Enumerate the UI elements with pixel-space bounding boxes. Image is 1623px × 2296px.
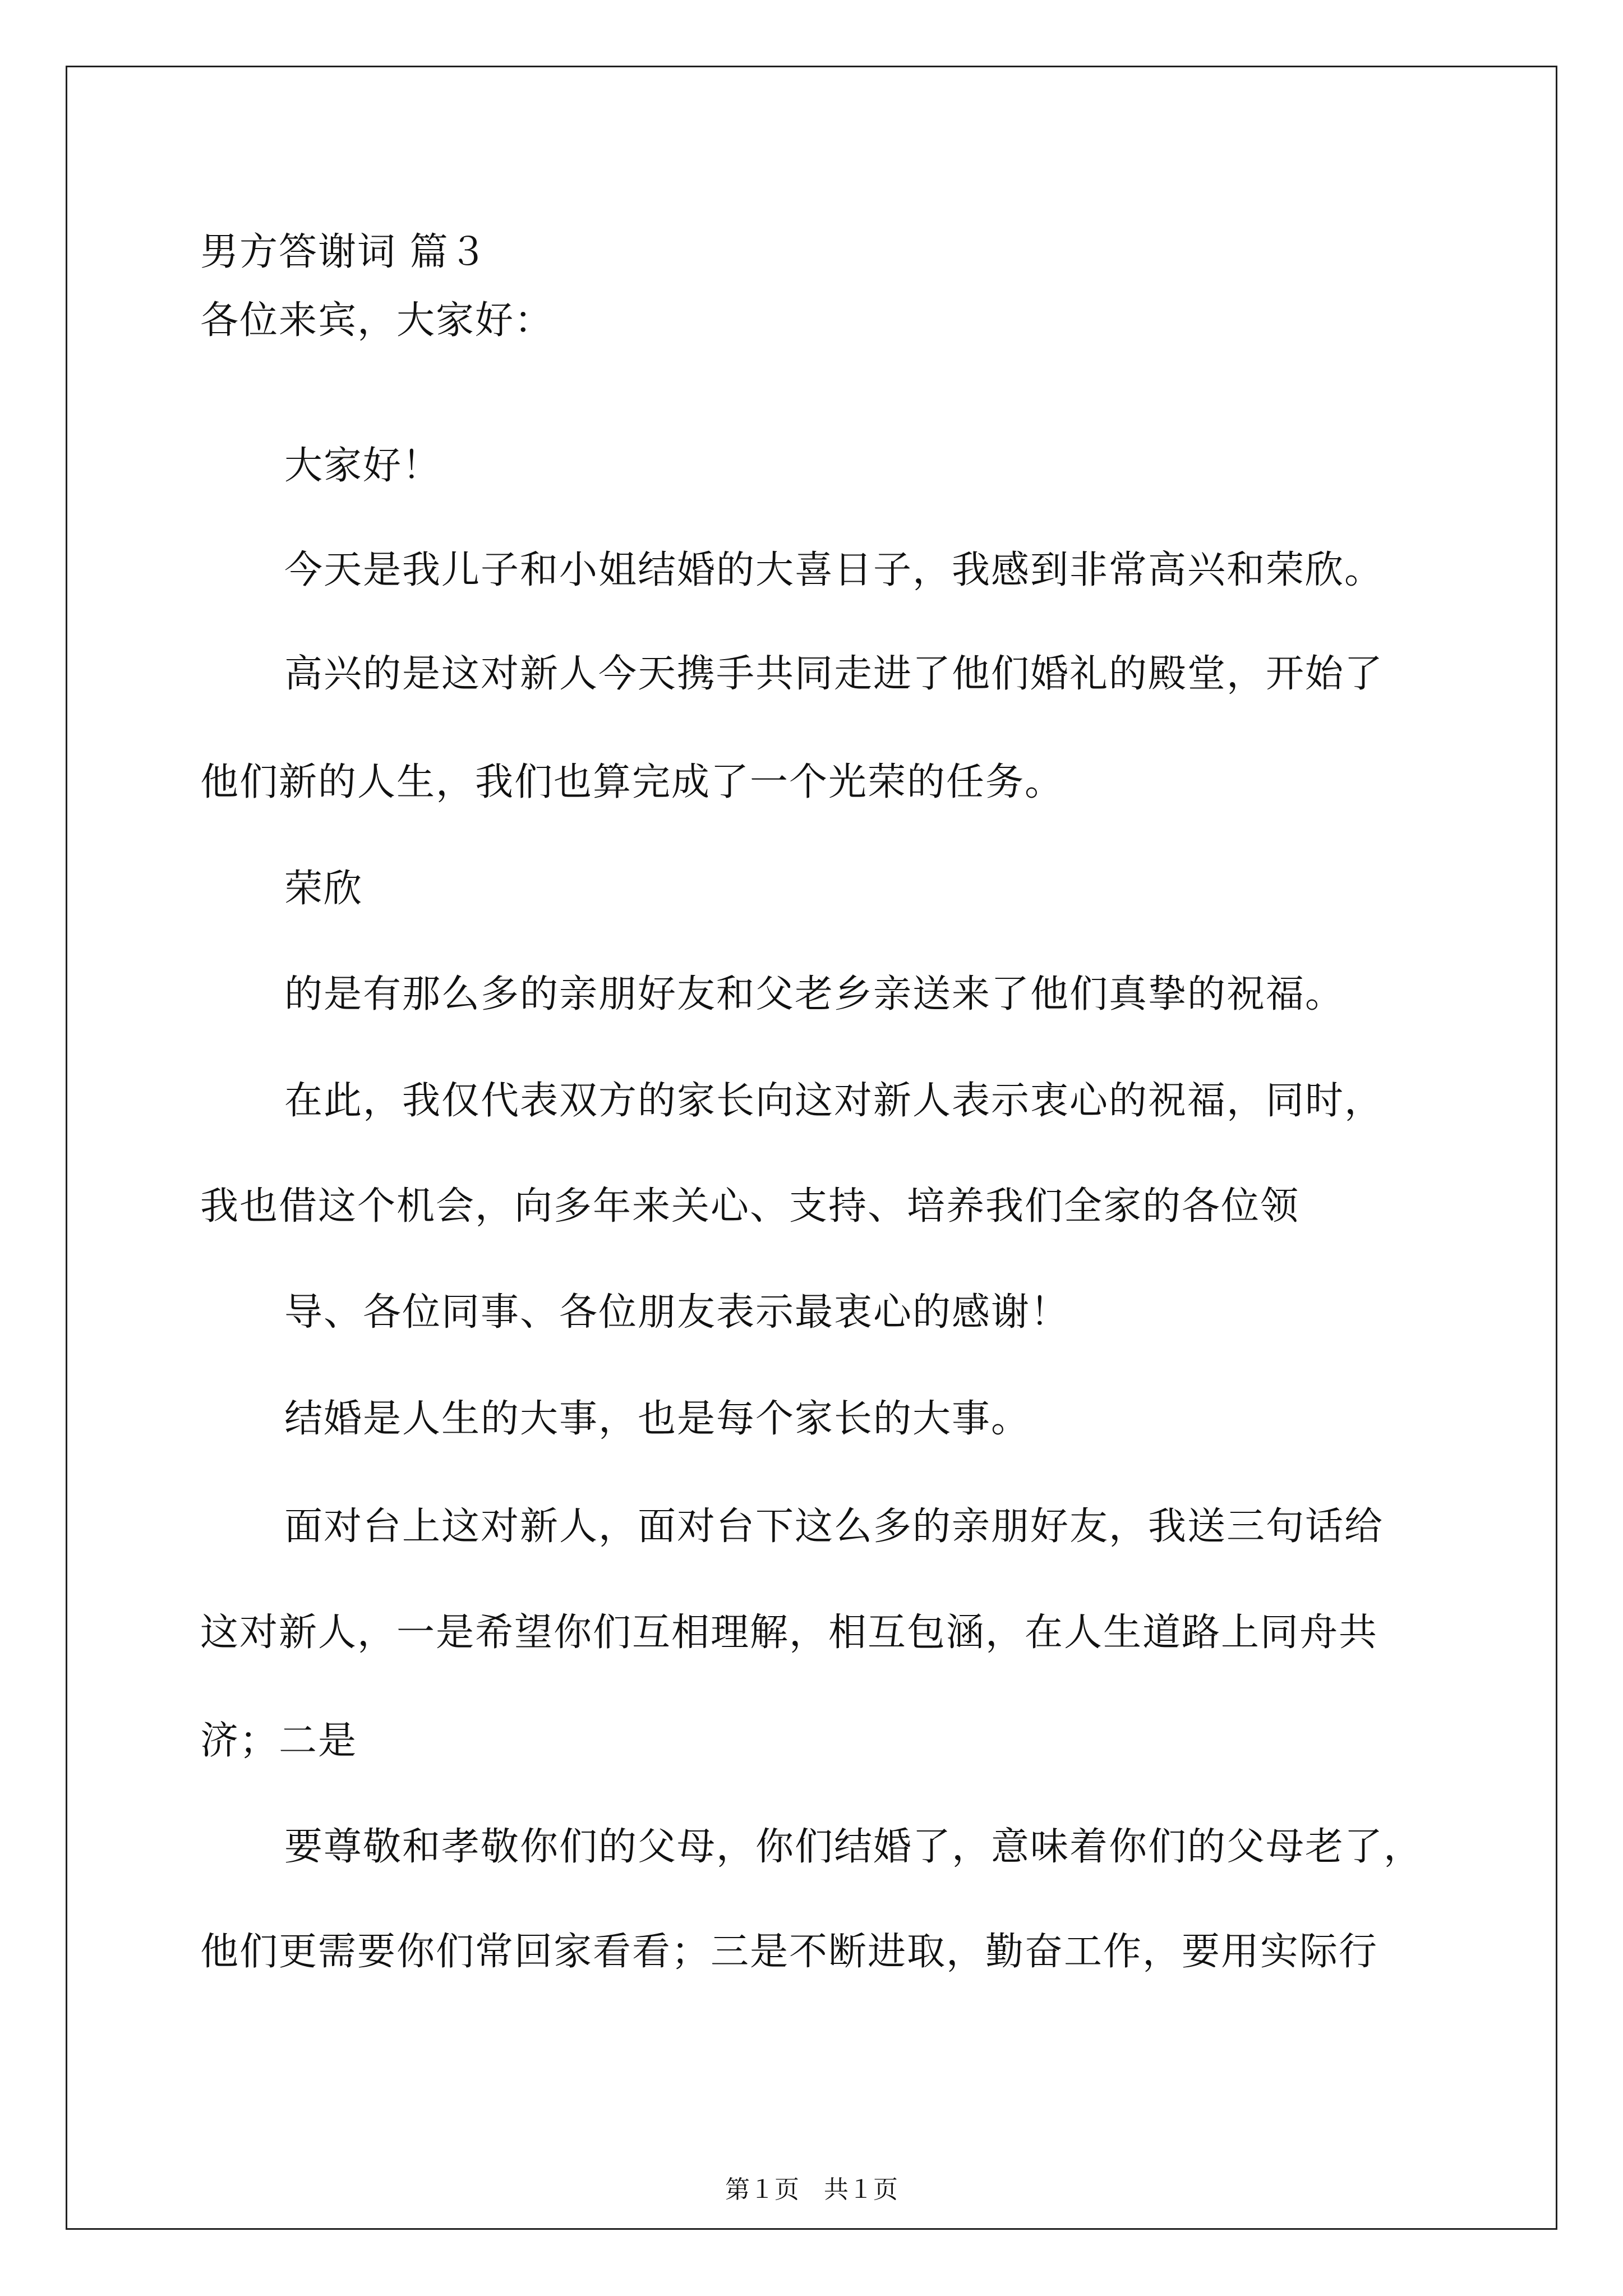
page-footer: 第１页 共１页	[725, 2175, 898, 2204]
paragraph-line: 各位来宾，大家好：	[200, 298, 554, 343]
paragraph-line: 在此，我仅代表双方的家长向这对新人表示衷心的祝福，同时，	[284, 1079, 1384, 1123]
document-title: 男方答谢词 篇３	[200, 230, 488, 274]
paragraph-line: 高兴的是这对新人今天携手共同走进了他们婚礼的殿堂，开始了	[284, 652, 1384, 696]
paragraph-line: 今天是我儿子和小姐结婚的大喜日子，我感到非常高兴和荣欣。	[284, 548, 1384, 592]
paragraph-line: 结婚是人生的大事，也是每个家长的大事。	[284, 1397, 1031, 1441]
page-border	[66, 66, 1557, 2230]
paragraph-line: 的是有那么多的亲朋好友和父老乡亲送来了他们真挚的祝福。	[284, 972, 1345, 1016]
paragraph-line: 荣欣	[284, 867, 363, 911]
paragraph-line: 大家好！	[284, 444, 442, 488]
paragraph-line: 这对新人，一是希望你们互相理解，相互包涵，在人生道路上同舟共	[200, 1611, 1378, 1655]
paragraph-line: 他们新的人生，我们也算完成了一个光荣的任务。	[200, 760, 1064, 804]
paragraph-line: 他们更需要你们常回家看看；三是不断进取，勤奋工作，要用实际行	[200, 1930, 1378, 1974]
paragraph-line: 面对台上这对新人，面对台下这么多的亲朋好友，我送三句话给	[284, 1504, 1384, 1549]
paragraph-line: 导、各位同事、各位朋友表示最衷心的感谢！	[284, 1290, 1070, 1335]
paragraph-line: 要尊敬和孝敬你们的父母，你们结婚了，意味着你们的父母老了，	[284, 1825, 1423, 1869]
paragraph-line: 我也借这个机会，向多年来关心、支持、培养我们全家的各位领	[200, 1184, 1300, 1228]
paragraph-line: 济；二是	[200, 1719, 358, 1763]
